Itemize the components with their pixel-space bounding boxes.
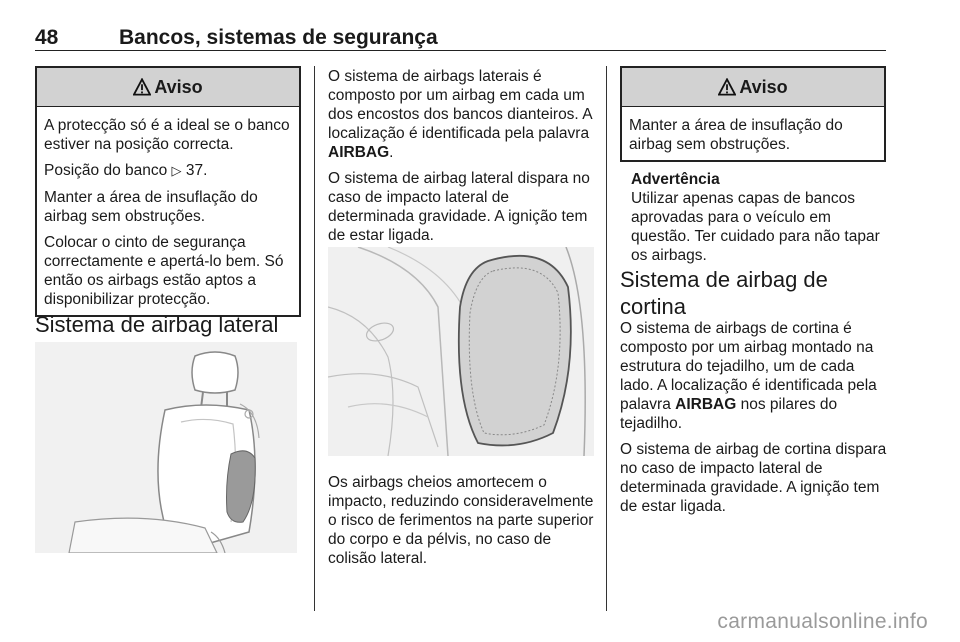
column-divider: [314, 66, 315, 611]
section-title-curtain-airbag: Sistema de airbag de cortina: [620, 267, 828, 319]
airbag-label: AIRBAG: [675, 396, 737, 413]
page-reference-icon: ▷: [171, 164, 182, 179]
warning-heading: Aviso: [154, 76, 203, 97]
column-divider: [606, 66, 607, 611]
section-title-side-airbag: Sistema de airbag lateral: [35, 312, 279, 337]
page-header: [35, 20, 886, 51]
note-text: Utilizar apenas capas de bancos aprovadas para o veículo em questão. Ter cuidado para não tapar os airbags.: [631, 190, 880, 264]
warning-box: [35, 66, 301, 317]
note-label: Advertência: [631, 171, 720, 188]
page-number: 48: [35, 26, 59, 49]
warning-paragraph: Manter a área de insuflação do airbag sem obstruções.: [629, 117, 843, 153]
column-3-text: [620, 319, 888, 523]
paragraph: O sistema de airbag lateral dispara no caso de impacto lateral de determinada gravidade. A ignição tem de estar ligada.: [328, 170, 590, 244]
warning-paragraph: A protecção só é a ideal se o banco estiver na posição correcta.: [44, 117, 290, 153]
warning-paragraph: Manter a área de insuflação do airbag sem obstruções.: [44, 189, 258, 225]
warning-box: [620, 66, 886, 162]
warning-triangle-icon: [133, 78, 151, 96]
paragraph-airbag-effect: Os airbags cheios amortecem o impacto, reduzindo consideravelmente o risco de ferimentos na parte superior do corpo e da pélvis, no caso de colisão lateral.: [328, 474, 594, 567]
airbag-label: AIRBAG: [328, 144, 390, 161]
paragraph: O sistema de airbags laterais é composto por um airbag em cada um dos encostos dos bancos dianteiros. A localização é identificada pela palavra AIRBAG.: [328, 68, 592, 161]
page-reference-link[interactable]: 37.: [185, 162, 208, 179]
warning-body: [37, 107, 299, 315]
watermark: carmanualsonline.info: [717, 610, 928, 633]
warning-paragraph: Colocar o cinto de segurança correctamente e apertá-lo bem. Só então os airbags estão aptos a disponibilizar protecção.: [44, 234, 284, 308]
note-block: [631, 171, 887, 265]
warning-triangle-icon: [718, 78, 736, 96]
warning-heading: Aviso: [739, 76, 788, 97]
paragraph: O sistema de airbag de cortina dispara no caso de impacto lateral de determinada gravidade. A ignição tem de estar ligada.: [620, 441, 887, 515]
warning-body: [622, 107, 884, 160]
airbag-inflated-illustration: [328, 247, 594, 456]
page-title: Bancos, sistemas de segurança: [119, 26, 438, 49]
paragraph: O sistema de airbags de cortina é composto por um airbag montado na estrutura do tejadilho, um de cada lado. A localização é identificada pela palavra AIRBAG nos pilares do tejadilho.: [620, 320, 877, 432]
column-2-text: [328, 67, 596, 252]
warning-header: [622, 68, 884, 107]
warning-header: [37, 68, 299, 107]
warning-paragraph-ref: Posição do banco ▷ 37.: [44, 162, 208, 179]
seat-illustration: [35, 342, 297, 553]
